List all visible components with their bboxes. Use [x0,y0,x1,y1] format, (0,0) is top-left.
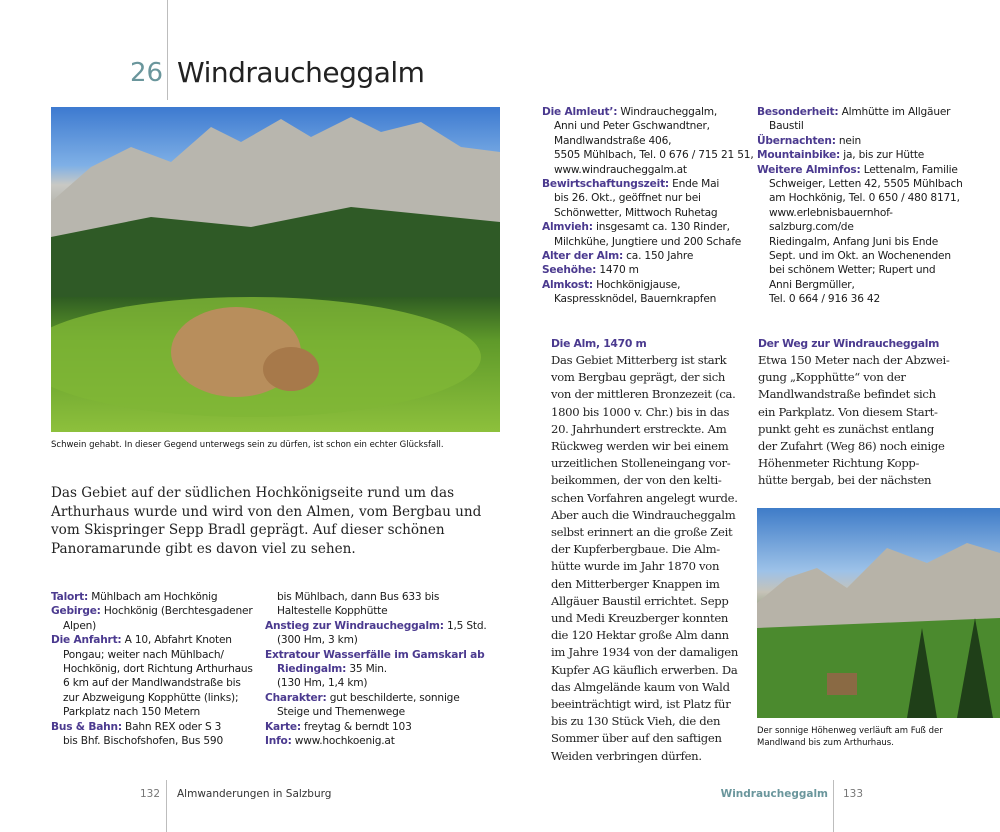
info-value: Hochkönigjause, [592,278,681,291]
body-line: Allgäuer Baustil errichtet. Sepp [551,593,729,608]
info-value: Bahn REX oder S 3 [121,720,222,733]
lead-paragraph [51,484,501,558]
info-label: Die Almleut’: [542,106,618,118]
body-line: selbst erinnert an die große Zeit [551,525,733,540]
body-line: Sommer über auf den saftigen [551,731,722,746]
info-entry [265,734,505,748]
info-first-line [542,105,752,119]
mountain-scene [757,508,1000,718]
info-line: Haltestelle Kopphütte [277,605,388,618]
body-line: Mandlwandstraße befindet sich [758,387,936,402]
info-line: am Hochkönig, Tel. 0 650 / 480 8171, [769,192,960,205]
caption-line: Der sonnige Höhenweg verläuft am Fuß der [757,726,943,736]
body-line: der Kupferbergbaue. Die Alm- [551,542,720,557]
info-line: Anni und Peter Gschwandtner, [554,120,710,133]
info-entry [265,691,505,720]
running-title-right: Windraucheggalm [720,788,828,800]
info-entry [542,249,752,263]
info-line: Alpen) [63,619,97,632]
section-heading: Der Weg zur Windraucheggalm [758,337,940,350]
info-value: ca. 150 Jahre [622,250,694,263]
body-line: punkt geht es zunächst entlang [758,421,935,436]
info-line: Mandlwandstraße 406, [554,134,672,147]
info-label: Mountainbike: [757,149,841,162]
info-first-line [51,633,261,647]
info-first-line [51,590,261,604]
info-entry [757,134,997,148]
info-entry [542,220,752,249]
info-entry [51,590,261,604]
photo-caption-left: Schwein gehabt. In dieser Gegend unterwegs sein zu dürfen, ist schon ein echter Glücksfall. [51,440,444,450]
info-label: Almkost: [542,278,593,291]
info-label: Almvieh: [542,221,593,234]
info-line: bis Bhf. Bischofshofen, Bus 590 [63,735,224,748]
body-line: im Jahre 1934 von der damaligen [551,645,738,660]
body-line: bis zu 130 Stück Vieh, die den [551,714,721,729]
info-value: ja, bis zur Hütte [840,149,925,162]
caption-line: Mandlwand bis zum Arthurhaus. [757,738,894,748]
info-line: Steige und Themenwege [277,706,405,719]
info-label: Übernachten: [757,134,836,147]
body-line: schen Vorfahren angelegt wurde. [551,490,738,505]
info-first-line [265,648,505,662]
info-first-line [542,177,752,191]
page-number-right: 133 [843,788,864,800]
info-entry [757,105,997,134]
info-label: Bus & Bahn: [51,720,122,733]
info-label: Talort: [51,591,89,603]
info-line: bis Mühlbach, dann Bus 633 bis [277,591,440,603]
info-line: Milchkühe, Jungtiere und 200 Schafe [554,235,742,248]
info-line: Riedingalm, Anfang Juni bis Ende [769,235,939,248]
body-line: vom Bergbau geprägt, der sich [551,370,726,385]
info-entry [265,662,505,691]
section-heading: Die Alm, 1470 m [551,337,647,350]
body-line: gung „Kopphütte“ von der [758,370,906,385]
info-first-line [542,263,752,277]
body-line: Aber auch die Windraucheggalm [551,507,736,522]
info-label: Extratour Wasserfälle im Gamskarl ab [265,648,485,661]
info-label: Gebirge: [51,605,101,618]
info-box-left [51,590,261,748]
info-box-extra [757,105,997,307]
info-label: Besonderheit: [757,106,839,118]
body-line: ein Parkplatz. Von diesem Start- [758,404,938,419]
photo-pig-meadow [51,107,500,432]
info-entry [51,633,261,719]
info-value: www.hochkoenig.at [291,735,395,748]
info-label: Seehöhe: [542,264,597,277]
info-label: Weitere Alminfos: [757,163,861,176]
info-first-line [265,734,505,748]
body-line: beikommen, der von den kelti- [551,473,722,488]
info-first-line [757,148,997,162]
mountain-scene [51,107,500,432]
info-line: Anni Bergmüller, [769,278,855,291]
info-line: Tel. 0 664 / 916 36 42 [769,293,881,306]
info-first-line [265,619,505,633]
info-line: (300 Hm, 3 km) [277,634,358,647]
info-entry [542,278,752,307]
info-entry [265,619,505,648]
body-line: den Mitterberger Knappen im [551,576,720,591]
info-value: Windraucheggalm, [617,106,718,118]
info-first-line [542,220,752,234]
info-first-line [757,163,997,177]
page-number-left: 132 [140,788,161,800]
body-line: Das Gebiet Mitterberg ist stark [551,353,727,367]
body-line: hütte wurde im Jahr 1870 von [551,559,720,574]
info-label: Bewirtschaftungszeit: [542,178,669,191]
info-line: Schönwetter, Mittwoch Ruhetag [554,206,718,219]
body-line: Rückweg werden wir bei einem [551,439,729,454]
info-line: Kaspressknödel, Bauernkrapfen [554,293,717,306]
info-line: Baustil [769,120,804,133]
info-line: salzburg.com/de [769,221,854,234]
info-entry [542,263,752,277]
info-line: Schweiger, Letten 42, 5505 Mühlbach [769,178,963,191]
info-label: Info: [265,735,292,748]
info-line: Sept. und im Okt. an Wochenenden [769,250,951,263]
body-line: das Almgelände kaum von Wald [551,679,730,694]
info-label: Riedingalm: [277,663,347,676]
info-first-line [265,662,505,676]
info-line: bei schönem Wetter; Rupert und [769,264,936,277]
info-label: Karte: [265,720,301,733]
body-line: der Zufahrt (Weg 86) noch einige [758,439,945,454]
info-entry [265,720,505,734]
info-line: 6 km auf der Mandlwandstraße bis [63,677,241,690]
info-value: freytag & berndt 103 [300,720,412,733]
info-value: Mühlbach am Hochkönig [88,591,218,603]
info-entry [265,648,505,662]
info-line: www.windraucheggalm.at [554,163,687,176]
info-value: 1470 m [596,264,639,277]
info-line: Parkplatz nach 150 Metern [63,706,201,719]
info-entry [51,720,261,749]
info-first-line [51,604,261,618]
info-box-alm [542,105,752,307]
section-weg [758,336,998,490]
info-label: Alter der Alm: [542,250,623,263]
lead-line: Arthurhaus wurde und wird von den Almen, vom Bergbau und [51,503,482,520]
info-entry [542,177,752,220]
body-line: urzeitlichen Stolleneingang vor- [551,456,731,471]
info-line: 5505 Mühlbach, Tel. 0 676 / 715 21 51, [554,149,754,162]
info-label: Anstieg zur Windraucheggalm: [265,619,444,632]
photo-caption-right [757,725,943,749]
info-first-line [51,720,261,734]
header-rule [167,0,168,100]
lead-line: Panoramarunde gibt es davon viel zu sehen. [51,540,356,557]
body-line: 20. Jahrhundert erstreckte. Am [551,421,727,436]
info-label: Charakter: [265,691,327,704]
body-line: von der mittleren Bronzezeit (ca. [551,387,736,402]
info-entry [757,148,997,162]
info-first-line [265,691,505,705]
info-line: Pongau; weiter nach Mühlbach/ [63,648,224,661]
info-label: Die Anfahrt: [51,634,122,647]
body-line: hütte bergab, bei der nächsten [758,473,932,488]
info-entry [542,105,752,177]
info-entry [51,604,261,633]
chapter-number: 26 [130,58,164,88]
info-value: 35 Min. [346,663,387,676]
lead-line: Das Gebiet auf der südlichen Hochkönigseite rund um das [51,485,455,501]
photo-hoehenweg [757,508,1000,718]
body-line: Weiden verbringen dürfen. [551,748,702,763]
footer-rule-left [166,780,167,832]
running-title-left: Almwanderungen in Salzburg [177,788,332,800]
info-value: nein [835,134,861,147]
footer-rule-right [833,780,834,832]
info-first-line [757,134,997,148]
info-line: bis 26. Okt., geöffnet nur bei [554,192,701,205]
section-alm [551,336,746,765]
info-first-line [542,278,752,292]
chapter-title: Windraucheggalm [177,56,425,89]
info-entry [757,163,997,307]
body-line: und Medi Kreuzberger konnten [551,611,729,626]
info-box-middle [265,590,505,748]
info-value: insgesamt ca. 130 Rinder, [592,221,730,234]
body-line: 1800 bis 1000 v. Chr.) bis in das [551,404,730,419]
info-line: zur Abzweigung Kopphütte (links); [63,691,239,704]
body-line: die 120 Hektar große Alm dann [551,628,729,643]
info-first-line [265,720,505,734]
info-value: Ende Mai [668,178,720,191]
body-line: Höhenmeter Richtung Kopp- [758,456,920,471]
body-line: Etwa 150 Meter nach der Abzwei- [758,353,950,367]
info-value: A 10, Abfahrt Knoten [121,634,232,647]
info-line: (130 Hm, 1,4 km) [277,677,368,690]
info-value: gut beschilderte, sonnige [326,691,460,704]
info-first-line [757,105,997,119]
info-line: www.erlebnisbauernhof- [769,206,893,219]
body-line: beeinträchtigt wird, ist Platz für [551,697,731,712]
info-value: Almhütte im Allgäuer [838,106,951,118]
info-value: Lettenalm, Familie [860,163,958,176]
info-first-line [542,249,752,263]
info-line: Hochkönig, dort Richtung Arthurhaus [63,663,253,676]
body-line: Kupfer AG käuflich erwerben. Da [551,662,738,677]
lead-line: vom Skispringer Sepp Bradl geprägt. Auf dieser schönen [51,522,445,538]
info-value: 1,5 Std. [443,619,487,632]
info-value: Hochkönig (Berchtesgadener [100,605,253,618]
